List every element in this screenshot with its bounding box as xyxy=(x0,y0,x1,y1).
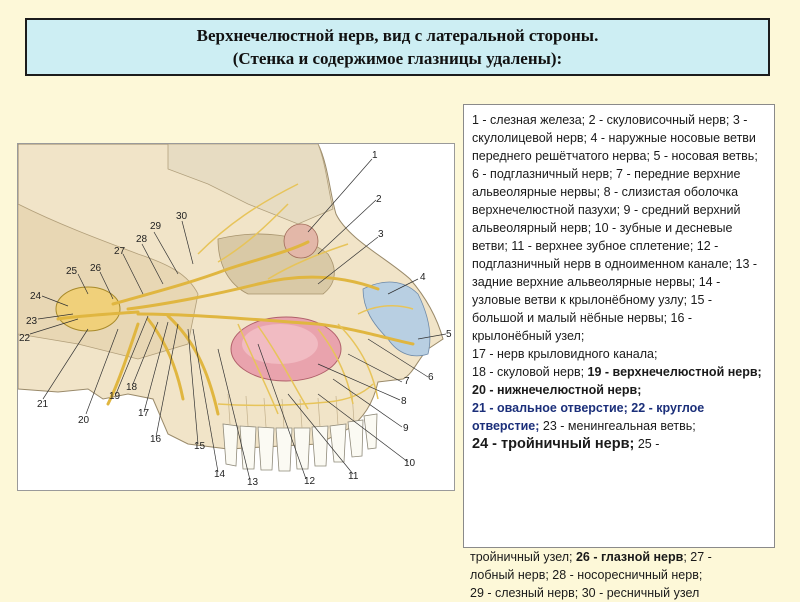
label-14: 14 xyxy=(214,469,226,480)
label-16: 16 xyxy=(150,434,162,445)
label-23: 23 xyxy=(26,316,38,327)
title-box xyxy=(25,18,770,76)
label-18: 18 xyxy=(126,382,138,393)
legend-line-27-28: лобный нерв; 28 - носоресничный нерв; xyxy=(470,568,703,582)
lacrimal-gland xyxy=(284,224,318,258)
legend-line-29-30: 29 - слезный нерв; 30 - ресничный узел xyxy=(470,586,700,600)
legend-items-21-22: 21 - овальное отверстие; 22 - круглое отверстие; xyxy=(472,401,705,433)
label-20: 20 xyxy=(78,415,90,426)
label-7: 7 xyxy=(404,376,410,387)
legend-item-27-start: ; 27 - xyxy=(683,550,712,564)
legend-items-19-20: 19 - верхнечелюстной нерв; 20 - нижнечелюстной нерв; xyxy=(472,365,762,397)
legend-item-25-end: тройничный узел; xyxy=(470,550,576,564)
label-19: 19 xyxy=(109,391,121,402)
label-27: 27 xyxy=(114,246,126,257)
label-8: 8 xyxy=(401,396,407,407)
label-22: 22 xyxy=(19,333,31,344)
legend-item-26: 26 - глазной нерв xyxy=(575,550,684,564)
label-3: 3 xyxy=(378,229,384,240)
label-30: 30 xyxy=(176,211,188,222)
legend-items-1-16: 1 - слезная железа; 2 - скуловисочный нерв; 3 - скулолицевой нерв; 4 - наружные носовые ветви переднего решётчатого нерва; 5 - носовая ветвь; 6 - подглазничный нерв; 7 - передние верхние альвеолярные нервы; 8 - слизистая оболочка верхнечелюстной пазухи; 9 - средний верхний альвеолярный нерв; 10 - зубные и десневые ветви; 11 - верхнее зубное сплетение; 12 - подглазничный нерв в одноименном канале; 13 - задние верхние альвеолярные нервы; 14 - узловые ветви к крылонёбному узлу; 15 - большой и малый нёбные нервы; 16 - крылонёбный узел; xyxy=(472,113,758,343)
legend-items-21-23 xyxy=(472,399,766,435)
label-24: 24 xyxy=(30,291,42,302)
skull-illustration xyxy=(18,144,454,490)
label-15: 15 xyxy=(194,441,206,452)
label-11: 11 xyxy=(348,471,359,482)
legend-item-23: 23 - менингеальная ветвь; xyxy=(539,419,696,433)
label-28: 28 xyxy=(136,234,148,245)
legend-items-18-20 xyxy=(472,363,766,399)
legend-item-18: 18 - скуловой нерв; xyxy=(472,365,588,379)
legend-line-25-27 xyxy=(470,548,780,566)
legend-box xyxy=(463,104,775,548)
label-17: 17 xyxy=(138,408,150,419)
title-line-2: (Стенка и содержимое глазницы удалены): xyxy=(232,49,563,68)
label-1: 1 xyxy=(372,150,378,161)
legend-items-24-25 xyxy=(472,435,766,453)
label-6: 6 xyxy=(428,372,434,383)
legend-item-24: 24 - тройничный нерв; xyxy=(472,436,635,452)
anatomy-figure xyxy=(17,143,455,491)
label-29: 29 xyxy=(150,221,162,232)
label-21: 21 xyxy=(37,399,49,410)
label-9: 9 xyxy=(403,423,409,434)
label-25: 25 xyxy=(66,266,78,277)
label-12: 12 xyxy=(304,476,316,487)
legend-overflow xyxy=(470,548,780,602)
label-13: 13 xyxy=(247,477,259,488)
legend-item-25-start: 25 - xyxy=(634,437,660,451)
legend-item-17: 17 - нерв крыловидного канала; xyxy=(472,347,658,361)
label-2: 2 xyxy=(376,194,382,205)
label-10: 10 xyxy=(404,458,416,469)
title-line-1: Верхнечелюстной нерв, вид с латеральной стороны. xyxy=(196,26,599,45)
label-26: 26 xyxy=(90,263,102,274)
label-4: 4 xyxy=(420,272,426,283)
label-5: 5 xyxy=(446,329,452,340)
